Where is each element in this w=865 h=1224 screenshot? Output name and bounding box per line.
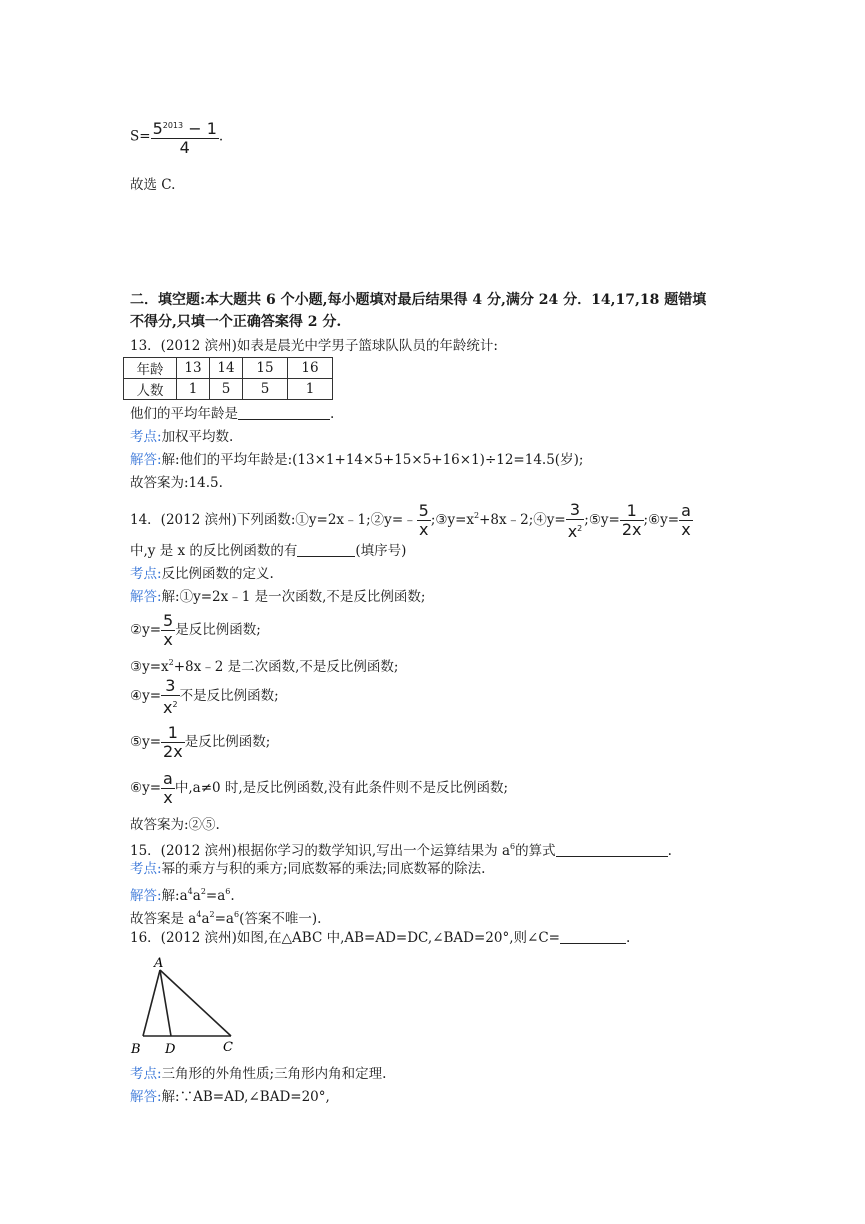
- s2-pre: ②y=: [130, 622, 162, 638]
- vertex-label-c: C: [223, 1040, 233, 1055]
- q14-kaodian: [130, 565, 274, 583]
- table-row: [124, 379, 333, 400]
- frac-num: 5: [418, 501, 429, 520]
- q14-s1-text: 解:①y=2x﹣1 是一次函数,不是反比例函数;: [161, 589, 426, 605]
- frac-den: [566, 520, 585, 541]
- q16-jieda-text: 解:∵AB=AD,∠BAD=20°,: [161, 1089, 330, 1105]
- q15-stem-sup: 6: [510, 842, 516, 851]
- q14-fraction-4: [566, 501, 585, 541]
- q15-ans-a: 故答案是 a: [130, 911, 197, 927]
- q15-ans-c: =a: [214, 911, 234, 927]
- table-cell: 人数: [124, 379, 177, 400]
- q15-kaodian: [130, 860, 485, 878]
- q14-fraction-6: [679, 502, 693, 539]
- q13-kaodian: [130, 428, 233, 446]
- s6-fraction: [161, 770, 175, 807]
- q14-stem-b-sup: 2: [474, 511, 480, 520]
- q14-sol-1: [130, 588, 425, 606]
- q15-ans-b: a: [201, 911, 210, 927]
- table-cell: 1: [288, 379, 333, 400]
- q14-sol-5: [130, 722, 270, 762]
- answer-blank: [560, 929, 626, 944]
- q15-answer: [130, 906, 321, 928]
- s3-sup: 2: [168, 658, 174, 667]
- q14-stem-b: ;③y=x: [430, 512, 475, 528]
- frac-den: x: [681, 520, 691, 539]
- table-cell: 5: [210, 379, 243, 400]
- frac-den: x: [163, 788, 173, 807]
- vertex-label-d: D: [165, 1042, 176, 1057]
- frac-den-base: x: [163, 697, 173, 717]
- q15-stem: [130, 838, 672, 860]
- frac-den: x: [418, 520, 429, 539]
- q15-stem-b: 的算式: [515, 843, 556, 859]
- q13-kaodian-text: 加权平均数.: [161, 429, 234, 445]
- s-fraction: [151, 117, 219, 157]
- frac-den-sup: 2: [172, 699, 178, 709]
- s6-pre: ⑥y=: [130, 780, 162, 796]
- q16-kaodian-text: 三角形的外角性质;三角形内角和定理.: [161, 1066, 387, 1082]
- side-ac: [160, 970, 231, 1036]
- answer-blank: [297, 542, 355, 557]
- q15-stem-end: .: [667, 843, 672, 859]
- q15-jieda-d: .: [230, 888, 235, 904]
- kaodian-label: 考点:: [130, 566, 162, 582]
- frac-den: [161, 696, 180, 717]
- q13-question: [130, 405, 334, 423]
- s-num-rest: − 1: [183, 119, 217, 138]
- side-ab: [143, 970, 160, 1036]
- q15-ans-d: (答案不唯一).: [239, 911, 322, 927]
- s-num-base: 5: [152, 119, 163, 138]
- s-den: 4: [179, 138, 190, 157]
- q13-age-table: [123, 357, 333, 400]
- q13-answer: 故答案为:14.5.: [130, 475, 223, 491]
- q13-question-text: 他们的平均年龄是: [130, 406, 238, 422]
- q13-jieda-text: 解:他们的平均年龄是:(13×1+14×5+15×5+16×1)÷12=14.5(岁);: [161, 452, 584, 468]
- s-end: .: [218, 128, 224, 145]
- q16-jieda: [130, 1088, 330, 1106]
- prev-answer: 故选 C.: [130, 177, 176, 193]
- q16-stem-end: .: [625, 930, 631, 946]
- kaodian-label: 考点:: [130, 861, 162, 877]
- q14-stem-c: +8x﹣2;④y=: [479, 512, 566, 528]
- q16-stem: [130, 929, 630, 947]
- section-heading-line1: 二．填空题:本大题共 6 个小题,每小题填对最后结果得 4 分,满分 24 分．14,17,18 题错填: [130, 292, 707, 308]
- jieda-label: 解答:: [130, 1089, 162, 1105]
- q15-kaodian-text: 幂的乘方与积的乘方;同底数幂的乘法;同底数幂的除法.: [161, 861, 486, 877]
- q14-sol-2: [130, 610, 261, 650]
- s5-post: 是反比例函数;: [184, 734, 271, 750]
- frac-num: 3: [566, 501, 585, 520]
- q14-sol-3: [130, 654, 398, 676]
- answer-blank: [238, 405, 330, 420]
- q16-stem-text: 16．(2012 滨州)如图,在△ABC 中,AB=AD=DC,∠BAD=20°,则∠C=: [130, 930, 560, 946]
- q14-stem: [130, 494, 693, 542]
- answer-blank: [556, 842, 668, 857]
- q15-jieda-b: a: [192, 888, 201, 904]
- q15-jieda-s2: 2: [200, 887, 206, 896]
- s2-fraction: [161, 612, 175, 649]
- s-prefix: S=: [130, 128, 151, 145]
- s6-post: 中,a≠0 时,是反比例函数,没有此条件则不是反比例函数;: [174, 780, 509, 796]
- q14-stem-e: ;⑥y=: [643, 512, 680, 528]
- q15-ans-s2: 2: [209, 910, 215, 919]
- q14-kaodian-text: 反比例函数的定义.: [161, 566, 274, 582]
- q15-stem-a: 15．(2012 滨州)根据你学习的数学知识,写出一个运算结果为 a: [130, 843, 510, 859]
- q13-stem: 13．(2012 滨州)如表是晨光中学男子篮球队队员的年龄统计:: [130, 338, 498, 354]
- q14-fraction-2: [417, 502, 431, 539]
- table-row: [124, 358, 333, 379]
- jieda-label: 解答:: [130, 888, 162, 904]
- kaodian-label: 考点:: [130, 1066, 162, 1082]
- s5-fraction: [161, 724, 185, 761]
- q14-line2-end: (填序号): [355, 543, 407, 559]
- frac-den: 2x: [621, 520, 642, 539]
- q14-answer: 故答案为:②⑤.: [130, 817, 220, 833]
- q14-sol-6: [130, 768, 508, 808]
- s5-pre: ⑤y=: [130, 734, 162, 750]
- q15-jieda: [130, 883, 235, 905]
- prev-s-formula: [130, 117, 223, 157]
- q14-line2-text: 中,y 是 x 的反比例函数的有: [130, 543, 298, 559]
- segment-ad: [160, 970, 171, 1036]
- q14-stem-a: 14．(2012 滨州)下列函数:①y=2x﹣1;②y=﹣: [130, 512, 417, 528]
- q14-sol-4: [130, 674, 279, 718]
- frac-den: x: [163, 630, 173, 649]
- table-cell: 14: [210, 358, 243, 379]
- q14-stem-d: ;⑤y=: [584, 512, 620, 528]
- table-cell: 年龄: [124, 358, 177, 379]
- frac-num: a: [163, 769, 173, 788]
- vertex-label-b: B: [131, 1042, 141, 1057]
- frac-num: 1: [620, 502, 644, 521]
- section-heading-line2: 不得分,只填一个正确答案得 2 分.: [130, 314, 342, 330]
- jieda-label: 解答:: [130, 589, 162, 605]
- table-cell: 13: [177, 358, 210, 379]
- frac-den-sup: 2: [577, 523, 583, 533]
- q15-jieda-c: =a: [205, 888, 226, 904]
- table-cell: 1: [177, 379, 210, 400]
- frac-den-base: x: [567, 521, 578, 541]
- q15-ans-s1: 4: [196, 910, 202, 919]
- frac-den: 2x: [163, 742, 183, 761]
- frac-num: a: [681, 501, 691, 520]
- q13-jieda: [130, 451, 583, 469]
- s3-pre: ③y=x: [130, 659, 169, 675]
- s-num-exp: 2013: [162, 121, 184, 130]
- q15-ans-s3: 6: [233, 910, 240, 919]
- q16-kaodian: [130, 1065, 386, 1083]
- s4-pre: ④y=: [130, 688, 162, 704]
- frac-num: 3: [161, 677, 180, 696]
- q13-question-end: .: [330, 406, 335, 422]
- s4-post: 不是反比例函数;: [179, 688, 279, 704]
- q15-jieda-a: 解:a: [161, 888, 188, 904]
- s2-post: 是反比例函数;: [175, 622, 261, 638]
- s4-fraction: [161, 677, 180, 717]
- table-cell: 15: [243, 358, 288, 379]
- kaodian-label: 考点:: [130, 429, 162, 445]
- q15-jieda-s3: 6: [225, 887, 231, 896]
- table-cell: 5: [243, 379, 288, 400]
- q14-line2: [130, 542, 406, 560]
- s3-post: +8x﹣2 是二次函数,不是反比例函数;: [173, 659, 399, 675]
- q16-triangle-figure: [128, 954, 246, 1058]
- vertex-label-a: A: [154, 956, 164, 971]
- jieda-label: 解答:: [130, 452, 162, 468]
- q14-fraction-5: [620, 502, 644, 539]
- q15-jieda-s1: 4: [187, 887, 193, 896]
- table-cell: 16: [288, 358, 333, 379]
- frac-num: 1: [161, 724, 185, 743]
- frac-num: 5: [163, 611, 174, 630]
